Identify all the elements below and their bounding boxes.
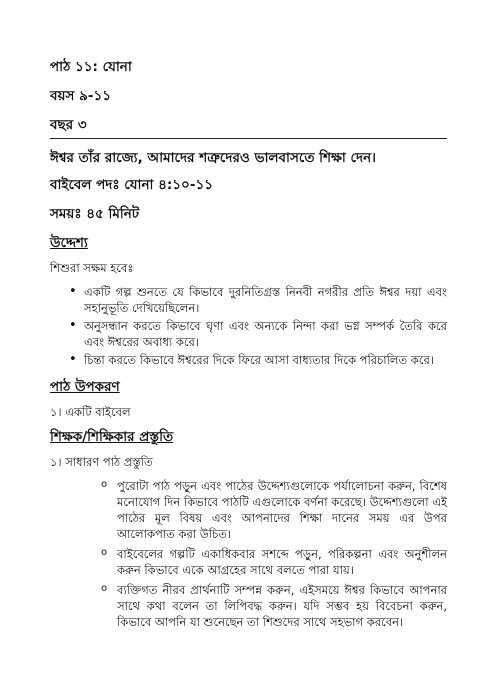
objectives-intro: শিশুরা সক্ষম হবেঃ (50, 261, 134, 275)
objective-item: • অনুসন্ধান করতে কিভাবে ঘৃণা এবং অন্যকে নিন্দা করা ভগ্ন সম্পর্ক তৈরি করে এবং ঈশ্বরের অবাধ্য করে। (84, 318, 447, 350)
teacher-prep-subheading: ১। সাধারণ পাঠ প্রস্তুতি (50, 455, 153, 469)
materials-heading: পাঠ উপকরণ (50, 379, 120, 395)
objectives-list (50, 284, 447, 368)
objective-item: • একটি গল্প শুনতে যে কিভাবে দুরনিতিগ্রস্ত নিনবী নগরীর প্রতি ঈশ্বর দয়া এবং সহানুভূতি দেখিয়েছিলেন। (84, 284, 447, 316)
materials-item: ১। একটি বাইবেল (50, 405, 131, 419)
lesson-duration: সময়ঃ ৪৫ মিনিট (50, 206, 140, 222)
prep-item: o পুরোটা পাঠ পড়ুন এবং পাঠের উদ্দেশ্যগুলোকে পর্যালোচনা করুন, বিশেষ মনোযোগ দিন কিভাবে পাঠটি এগুলোকে বর্ণনা করেছে। উদ্দেশ্যগুলো এই পাঠের মূল বিষয় এবং আপনাদের শিক্ষা দানের সময় এর উপর আলোকপাত করা উচিত। (117, 478, 447, 542)
scripture-reference: বাইবেল পদঃ যোনা ৪:১০-১১ (50, 177, 213, 193)
header-divider (50, 138, 447, 139)
teacher-prep-list (50, 478, 447, 630)
teacher-prep-heading: শিক্ষক/শিক্ষিকার প্রস্তুতি (50, 429, 174, 445)
lesson-title: পাঠ ১১: যোনা (50, 59, 132, 75)
objective-item: • চিন্তা করতে কিভাবে ঈশ্বরের দিকে ফিরে আসা বাধ্যতার দিকে পরিচালিত করে। (84, 352, 447, 368)
objectives-heading: উদ্দেশ্য (50, 235, 88, 251)
lesson-theme: ঈশ্বর তাঁর রাজ্যে, আমাদের শত্রুদেরও ভালবাসতে শিক্ষা দেন। (50, 150, 377, 166)
prep-item: o ব্যক্তিগত নীরব প্রার্থনাটি সম্পন্ন করুন, এইসময়ে ঈশ্বর কিভাবে আপনার সাথে কথা বলেন তা লিপিবদ্ধ করুন। যদি সম্ভব হয় বিবেচনা করুন, কিভাবে আপনি যা শুনেছেন তা শিশুদের সাথে সহভাগ করবেন। (117, 582, 447, 630)
prep-item: o বাইবেলের গল্পটি একাধিকবার সশব্দে পড়ুন, পরিকল্পনা এবং অনুশীলন করুন কিভাবে একে আগ্রহের সাথে বলতে পারা যায়। (117, 546, 447, 578)
age-range: বয়স ৯-১১ (50, 88, 111, 104)
year-label: বছর ৩ (50, 117, 87, 133)
